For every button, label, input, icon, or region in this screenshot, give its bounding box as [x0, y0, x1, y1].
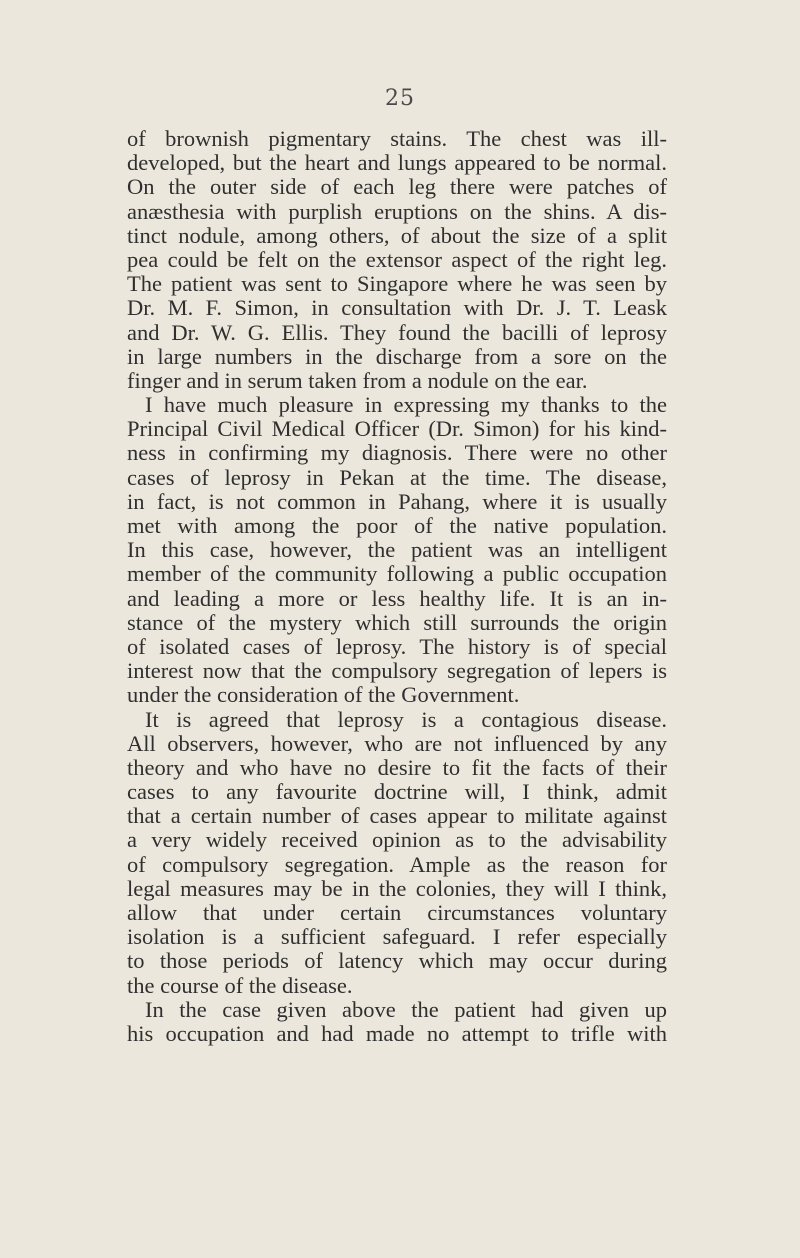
text-line: pea could be felt on the extensor aspect of the right leg.	[127, 246, 667, 272]
text-line: cases to any favourite doctrine will, I think, admit	[127, 779, 667, 805]
text-line: of isolated cases of leprosy. The history is of special	[127, 633, 667, 659]
text-line: ness in confirming my diagnosis. There were no other	[127, 440, 667, 466]
text-line: to those periods of latency which may occur during	[127, 948, 667, 974]
text-line: In this case, however, the patient was an intelligent	[127, 537, 667, 563]
text-line: met with among the poor of the native population.	[127, 513, 667, 538]
text-line: developed, but the heart and lungs appeared to be normal.	[127, 150, 667, 176]
text-line: Principal Civil Medical Officer (Dr. Simon) for his kind-	[127, 416, 667, 442]
text-line: stance of the mystery which still surrounds the origin	[127, 609, 667, 635]
text-line: The patient was sent to Singapore where he was seen by	[127, 271, 667, 297]
text-line: isolation is a sufficient safeguard. I refer especially	[127, 924, 667, 950]
text-line: cases of leprosy in Pekan at the time. The disease,	[127, 464, 667, 490]
text-line: I have much pleasure in expressing my thanks to the	[145, 392, 667, 418]
paragraph	[127, 708, 667, 998]
text-line: member of the community following a public occupation	[127, 561, 667, 587]
text-line: finger and in serum taken from a nodule on the ear.	[127, 367, 588, 393]
paragraph	[127, 393, 667, 707]
text-line: in large numbers in the discharge from a sore on the	[127, 343, 667, 369]
text-line: theory and who have no desire to fit the facts of their	[127, 754, 667, 780]
text-line: a very widely received opinion as to the advisability	[127, 827, 667, 853]
text-line: that a certain number of cases appear to militate against	[127, 803, 667, 829]
text-line: Dr. M. F. Simon, in consultation with Dr. J. T. Leask	[127, 295, 667, 321]
text-line: In the case given above the patient had given up	[145, 996, 667, 1022]
text-line: On the outer side of each leg there were patches of	[127, 174, 667, 200]
text-line: in fact, is not common in Pahang, where it is usually	[127, 488, 667, 514]
page-number: 25	[385, 86, 415, 111]
text-line: legal measures may be in the colonies, they will I think,	[127, 875, 667, 901]
text-line: interest now that the compulsory segregation of lepers is	[127, 658, 667, 684]
paragraph	[127, 127, 667, 393]
text-line: under the consideration of the Government.	[127, 682, 520, 708]
text-line: and leading a more or less healthy life. It is an in-	[127, 585, 667, 611]
text-line: the course of the disease.	[127, 972, 353, 998]
paragraph	[127, 998, 667, 1046]
text-line: of brownish pigmentary stains. The chest was ill-	[127, 126, 667, 151]
text-line: his occupation and had made no attempt to trifle with	[127, 1020, 667, 1046]
text-line: of compulsory segregation. Ample as the reason for	[127, 851, 667, 877]
text-line: anæsthesia with purplish eruptions on the shins. A dis-	[127, 198, 667, 224]
body-text	[127, 127, 667, 1046]
text-line: tinct nodule, among others, of about the size of a split	[127, 222, 667, 248]
text-line: allow that under certain circumstances voluntary	[127, 900, 667, 925]
text-line: and Dr. W. G. Ellis. They found the bacilli of leprosy	[127, 319, 667, 345]
text-line: All observers, however, who are not influenced by any	[127, 730, 667, 756]
text-line: It is agreed that leprosy is a contagious disease.	[145, 706, 667, 732]
